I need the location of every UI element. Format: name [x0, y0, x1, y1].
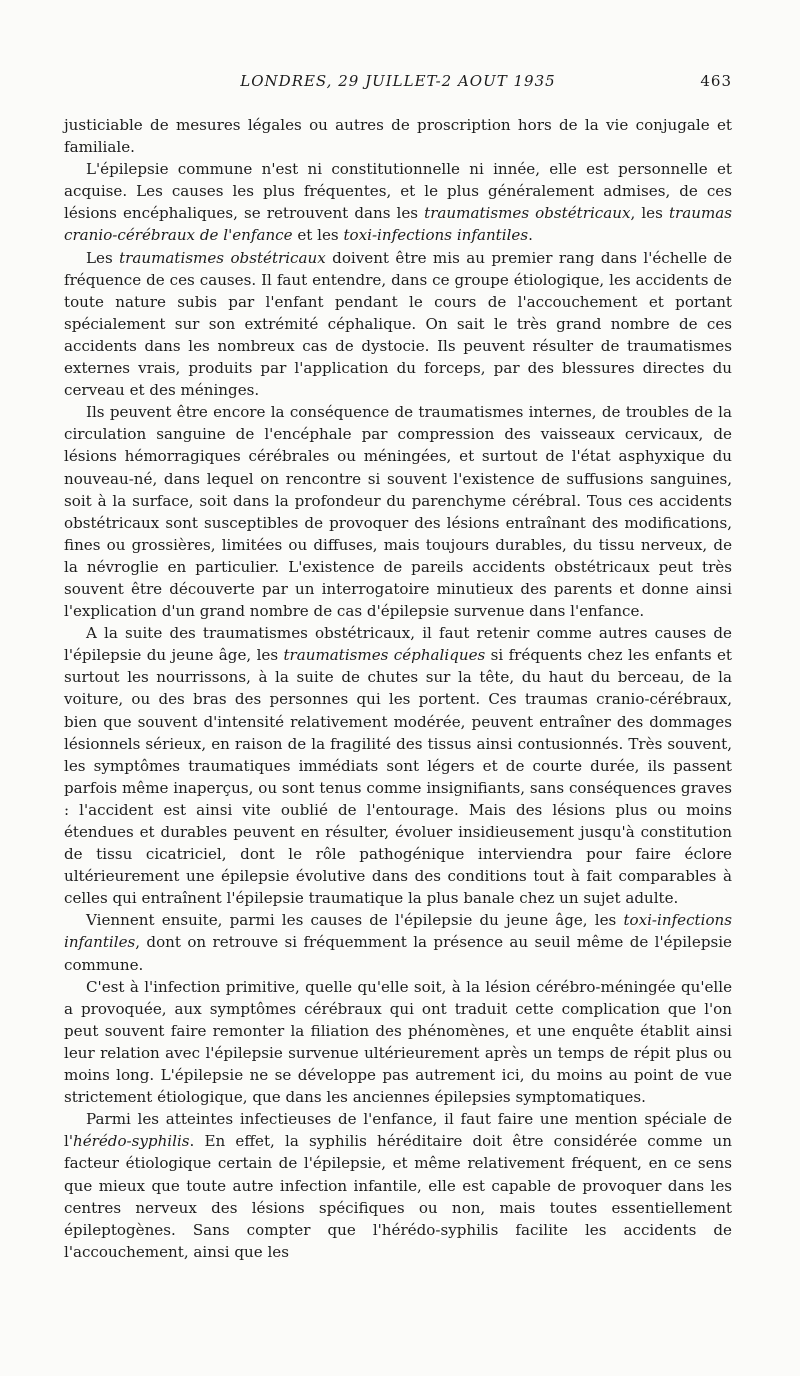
body-text [64, 114, 732, 1263]
text-run: Ils peuvent être encore la conséquence de traumatismes internes, de troubles de la circulation sanguine de l'encéphale par compression des vaisseaux cervicaux, de lésions hémorragiques cérébrales ou méningées, et surtout de l'état asphyxique du nouveau-né, dans lequel on rencontre si souvent l'existence de suffusions sanguines, soit à la surface, soit dans la profondeur du parenchyme cérébral. Tous ces accidents obstétricaux sont susceptibles de provoquer des lésions entraînant des modifications, fines ou grossières, limitées ou diffuses, mais toujours durables, du tissu nerveux, de la névroglie en particulier. L'existence de pareils accidents obstétricaux peut très souvent être découverte par un interrogatoire minutieux des parents et donne ainsi l'explication d'un grand nombre de cas d'épilepsie survenue dans l'enfance. [64, 403, 732, 621]
text-run: Les [86, 248, 120, 267]
text-run: , dont on retrouve si fréquemment la présence au seuil même de l'épilepsie commune. [64, 933, 732, 974]
text-run: Viennent ensuite, parmi les causes de l'épilepsie du jeune âge, les [86, 911, 624, 930]
emphasis-text: traumas cranio-cérébraux de l'enfance [64, 204, 733, 245]
text-run: L'épilepsie commune n'est ni constitutionnelle ni innée, elle est personnelle et acquise. Les causes les plus fréquentes, et le plus généralement admises, de ces lésions encéphaliques, se retrouvent dans les [64, 160, 732, 223]
text-run: A la suite des traumatismes obstétricaux, il faut retenir comme autres causes de l'épilepsie du jeune âge, les [64, 624, 732, 665]
text-run: et les [292, 226, 344, 245]
paragraph [64, 976, 732, 1109]
emphasis-text: hérédo-syphilis [72, 1132, 190, 1151]
paragraph [64, 158, 732, 246]
text-run: si fréquents chez les enfants et surtout les nourrissons, à la suite de chutes sur la tête, du haut du berceau, de la voiture, ou des bras des personnes qui les portent. Ces traumas cranio-cérébraux, bien que souvent d'intensité relativement modérée, peuvent entraîner des dommages lésionnels sérieux, en raison de la fragilité des tissus ainsi contusionnés. Très souvent, les symptômes traumatiques immédiats sont légers et de courte durée, ils passent parfois même inaperçus, ou sont tenus comme insignifiants, sans conséquences graves : l'accident est ainsi vite oublié de l'entourage. Mais des lésions plus ou moins étendues et durables peuvent en résulter, évoluer insidieusement jusqu'à constitution de tissu cicatriciel, dont le rôle pathogénique interviendra pour faire éclore ultérieurement une épilepsie évolutive dans des conditions tout à fait comparables à celles qui entraînent l'épilepsie traumatique la plus banale chez un sujet adulte. [64, 646, 733, 908]
text-run: C'est à l'infection primitive, quelle qu'elle soit, à la lésion cérébro-méningée qu'elle a provoquée, aux symptômes cérébraux qui ont traduit cette complication que l'on peut souvent faire remonter la filiation des phénomènes, et une enquête établit ainsi leur relation avec l'épilepsie survenue ultérieurement après un temps de répit plus ou moins long. L'épilepsie ne se développe pas autrement ici, du moins au point de vue strictement étiologique, que dans les anciennes épilepsies symptomatiques. [64, 977, 732, 1107]
text-run: , les [630, 204, 669, 223]
page-number: 463 [700, 72, 732, 90]
emphasis-text: traumatismes obstétricaux [424, 204, 631, 223]
page-header [64, 72, 732, 96]
emphasis-text: toxi-infections infantiles [343, 226, 529, 245]
text-run: doivent être mis au premier rang dans l'échelle de fréquence de ces causes. Il faut entendre, dans ce groupe étiologique, les accidents de toute nature subis par l'enfant pendant le cours de l'accouchement et portant spécialement sur son extrémité céphalique. On sait le très grand nombre de ces accidents dans les nombreux cas de dystocie. Ils peuvent résulter de traumatismes externes vrais, produits par l'application du forceps, par des blessures directes du cerveau et des méninges. [64, 248, 732, 400]
paragraph [64, 114, 732, 158]
text-run: Parmi les atteintes infectieuses de l'enfance, il faut faire une mention spéciale de l' [64, 1110, 732, 1151]
paragraph [64, 1108, 732, 1263]
paragraph [64, 247, 732, 402]
running-title: LONDRES, 29 JUILLET-2 AOUT 1935 [240, 72, 556, 90]
emphasis-text: traumatismes céphaliques [283, 646, 486, 665]
paragraph [64, 909, 732, 975]
text-run: . [528, 226, 533, 245]
emphasis-text: traumatismes obstétricaux [119, 248, 326, 267]
paragraph [64, 622, 732, 909]
paragraph [64, 401, 732, 622]
text-run: justiciable de mesures légales ou autres de proscription hors de la vie conjugale et familiale. [64, 116, 732, 157]
emphasis-text: toxi-infections infantiles [64, 911, 732, 952]
text-run: . En effet, la syphilis héréditaire doit être considérée comme un facteur étiologique certain de l'épilepsie, et même relativement fréquent, en ce sens que mieux que toute autre infection infantile, elle est capable de provoquer dans les centres nerveux des lésions spécifiques ou non, mais toutes essentiellement épileptogènes. Sans compter que l'hérédo-syphilis facilite les accidents de l'accouchement, ainsi que les [64, 1132, 732, 1261]
